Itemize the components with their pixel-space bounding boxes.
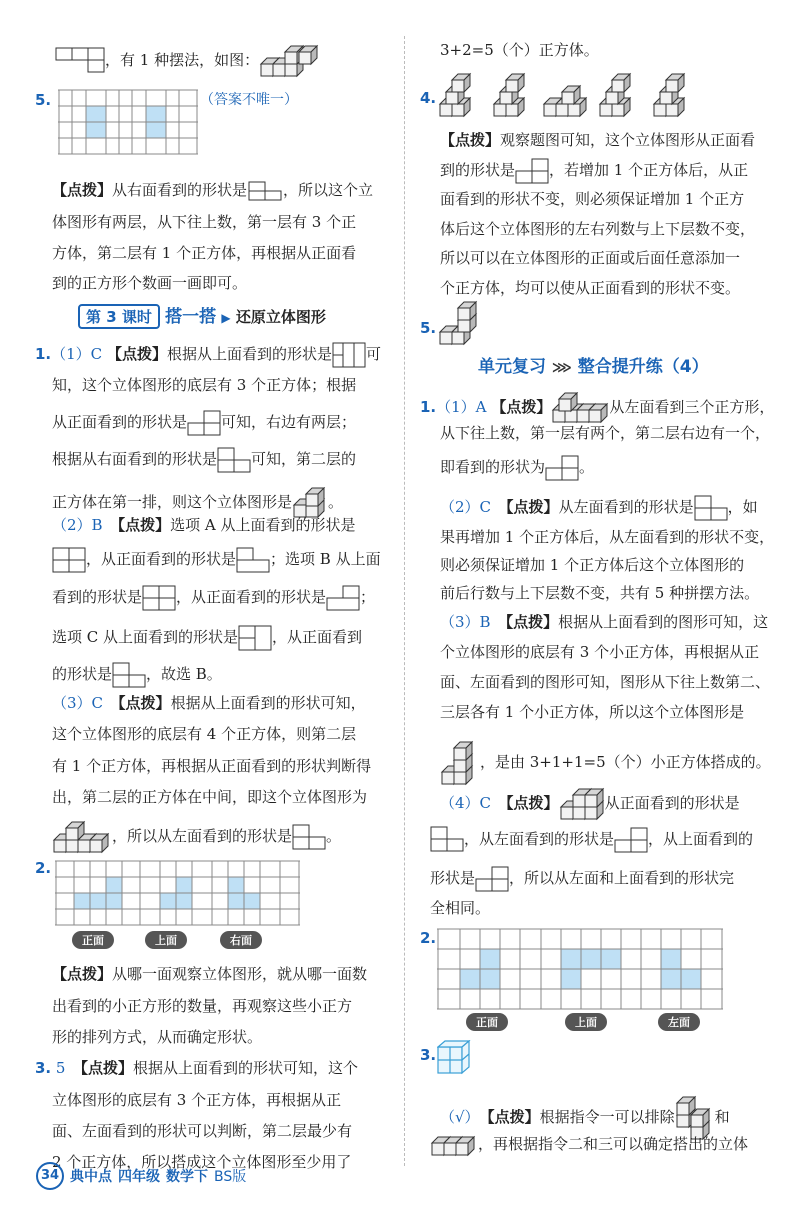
answer-grid-views: [437, 928, 723, 1010]
text-line: 个正方体，均可以使从正面看到的形状不变。: [440, 279, 741, 297]
view-label: 正面: [72, 930, 114, 949]
text-line: 所以可以在立体图形的正面或后面任意添加一: [440, 249, 741, 267]
answer-3: 3. 5 【点拨】根据从上面看到的形状可知，这个: [35, 1059, 359, 1077]
unit-answer-1-1: 1.（1）A 【点拨】 从左面看到三个正方形，: [420, 392, 774, 424]
shape-icon: [217, 447, 251, 473]
text-line: 面、左面看到的图形可知，图形从下往上数第二、: [440, 673, 771, 691]
answer-1-1: 1.（1）C 【点拨】根据从上面看到的形状是 可: [35, 342, 381, 368]
text: ，有 1 种摆法，如图：: [105, 51, 260, 69]
tip-line: 【点拨】从哪一面观察立体图形，就从哪一面数: [52, 965, 368, 983]
view-label: 左面: [658, 1012, 700, 1031]
cube-figure-icon: [440, 740, 480, 786]
lesson-subtitle: 还原立体图形: [235, 308, 326, 326]
text-line: ，从正面看到的形状是 ；选项 B 从上面: [52, 547, 381, 573]
shape-icon: [614, 827, 648, 853]
shape-icon: [332, 342, 366, 368]
text-line: 前后行数与上下层数不变，共有 5 种拼摆方法。: [440, 584, 760, 602]
question-number: 2.: [420, 929, 437, 947]
shape-icon: [55, 47, 105, 75]
unit-answer-1-2: （2）C 【点拨】从左面看到的形状是 ，如: [440, 495, 758, 521]
text-line: 体图形有两层，从下往上数，第一层有 3 个正: [52, 213, 357, 231]
text-line: ，所以从左面看到的形状是 。: [52, 820, 341, 854]
view-label: 上面: [565, 1012, 607, 1031]
question-number: 5.: [420, 319, 437, 337]
shape-icon: [326, 585, 360, 611]
text-line: 从正面看到的形状是 可知，右边有两层；: [52, 410, 356, 436]
shape-icon: [247, 180, 283, 202]
text-line: 立体图形的底层有 3 个正方体，再根据从正: [52, 1091, 342, 1109]
shape-icon: [430, 826, 464, 854]
text-line: 果再增加 1 个正方体后，从左面看到的形状不变，: [440, 528, 775, 546]
answer-grid: [58, 88, 198, 158]
shape-icon: [238, 625, 272, 651]
answer-note: （答案不唯一）: [200, 92, 298, 108]
page-number: 34: [36, 1162, 64, 1190]
shape-icon: [236, 547, 270, 573]
text-line: 面看到的形状不变，则必须保证增加 1 个正方: [440, 190, 745, 208]
text-line: 看到的形状是 ，从正面看到的形状是 ；: [52, 585, 375, 611]
view-label: 右面: [220, 930, 262, 949]
question-number: 2.: [35, 859, 52, 877]
text-line: 到的正方形个数画一画即可。: [52, 274, 248, 292]
text-line: 选项 C 从上面看到的形状是 ，从正面看到: [52, 625, 362, 651]
unit-subtitle: 整合提升练（4）: [577, 357, 709, 377]
text-line: 体后这个立体图形的左右列数与上下层数不变，: [440, 220, 756, 238]
text-line: 则必须保证增加 1 个正方体后这个立体图形的: [440, 556, 745, 574]
lesson-tag: 第 3 课时: [78, 304, 160, 329]
text-line: 方体，第二层有 1 个正方体，再根据从正面看: [52, 244, 357, 262]
cube-figure-icon: [430, 1133, 478, 1157]
answer-grid-views: [55, 860, 300, 928]
text-line: 出看到的小正方形的数量，再观察这些小正方: [52, 997, 353, 1015]
view-label: 正面: [466, 1012, 508, 1031]
lesson-banner: [78, 302, 326, 329]
shape-icon: [112, 662, 146, 688]
cube-figure-icon: [436, 300, 486, 346]
unit-answer-3: （√） 【点拨】根据指令一可以排除 和: [440, 1095, 730, 1141]
text-line: 到的形状是 ，若增加 1 个正方体后，从正: [440, 158, 748, 184]
text-line: 形的排列方式，从而确定形状。: [52, 1028, 263, 1046]
text-line: 三层各有 1 个小正方体，所以这个立体图形是: [440, 703, 745, 721]
shape-icon: [187, 410, 221, 436]
unit-title: 单元复习: [478, 357, 546, 377]
footer-subject: 数学下: [166, 1169, 208, 1185]
footer-edition: BS版: [214, 1169, 247, 1185]
shape-icon: [52, 547, 86, 573]
text-line: 全相同。: [430, 899, 491, 917]
text-line: ，从左面看到的形状是 ，从上面看到的: [430, 826, 753, 854]
text-line: 即看到的形状为 。: [440, 455, 594, 481]
text-line: ，再根据指令二和三可以确定搭出的立体: [430, 1133, 748, 1157]
cube-figure-icon: [52, 820, 112, 854]
text-line: 从下往上数，第一层有两个，第二层右边有一个，: [440, 424, 771, 442]
question-number: 4.: [420, 89, 437, 107]
arrow-icon: ▶: [221, 311, 231, 325]
shape-icon: [515, 158, 549, 184]
text-line: 3+2=5（个）正方体。: [440, 41, 599, 59]
tip-line: 【点拨】观察题图可知，这个立体图形从正面看: [440, 131, 756, 149]
shape-icon: [292, 824, 326, 850]
footer: [36, 1162, 246, 1190]
cube-figure-icon: [559, 787, 605, 821]
cube-stack-icon: [437, 1040, 471, 1076]
column-divider: [404, 36, 405, 1166]
text-line: 这个立体图形的底层有 4 个正方体，则第二层: [52, 725, 357, 743]
text-line: 面、左面看到的形状可以判断，第二层最少有: [52, 1122, 353, 1140]
text-line: 有 1 个正方体，再根据从正面看到的形状判断得: [52, 757, 372, 775]
shape-icon: [694, 495, 728, 521]
text-line: 2 个正方体，所以搭成这个立体图形至少用了: [52, 1153, 352, 1171]
text-line: 正方体在第一排，则这个立体图形是 。: [52, 487, 343, 519]
unit-answer-1-3: （3）B 【点拨】根据从上面看到的图形可知，这: [440, 613, 769, 631]
shape-icon: [475, 866, 509, 892]
question-number: 5.: [35, 91, 52, 109]
cube-figure-icon: [551, 392, 609, 424]
lesson-title: 搭一搭: [165, 307, 217, 327]
tip-line: 【点拨】从右面看到的形状是 ，所以这个立: [52, 180, 373, 202]
footer-grade: 四年级: [118, 1169, 160, 1185]
unit-answer-1-4: （4）C 【点拨】 从正面看到的形状是: [440, 787, 740, 821]
shape-icon: [142, 585, 176, 611]
text-line: 形状是 ，所以从左面和上面看到的形状完: [430, 866, 734, 892]
cube-figure-icon: [259, 44, 325, 78]
answer-1-2: （2）B 【点拨】选项 A 从上面看到的形状是: [52, 516, 356, 534]
shape-icon: [545, 455, 579, 481]
text-line: 知，这个立体图形的底层有 3 个正方体；根据: [52, 376, 357, 394]
view-label: 上面: [145, 930, 187, 949]
question-number: 3.: [420, 1046, 437, 1064]
text-line: 个立体图形的底层有 3 个小正方体，再根据从正: [440, 643, 760, 661]
text-line: ，是由 3+1+1=5（个）小正方体搭成的。: [440, 740, 771, 786]
text-line: 出，第二层的正方体在中间，即这个立体图形为: [52, 788, 368, 806]
answer-figures: [436, 72, 698, 120]
unit-banner: [478, 352, 709, 377]
brand-logo: 典中点: [70, 1169, 112, 1185]
text-line: 的形状是 ，故选 B。: [52, 662, 222, 688]
line-l0: [55, 44, 325, 78]
text-line: 根据从右面看到的形状是 可知，第二层的: [52, 447, 356, 473]
answer-1-3: （3）C 【点拨】根据从上面看到的形状可知，: [52, 694, 366, 712]
arrow-icon: ⋙: [551, 360, 572, 376]
